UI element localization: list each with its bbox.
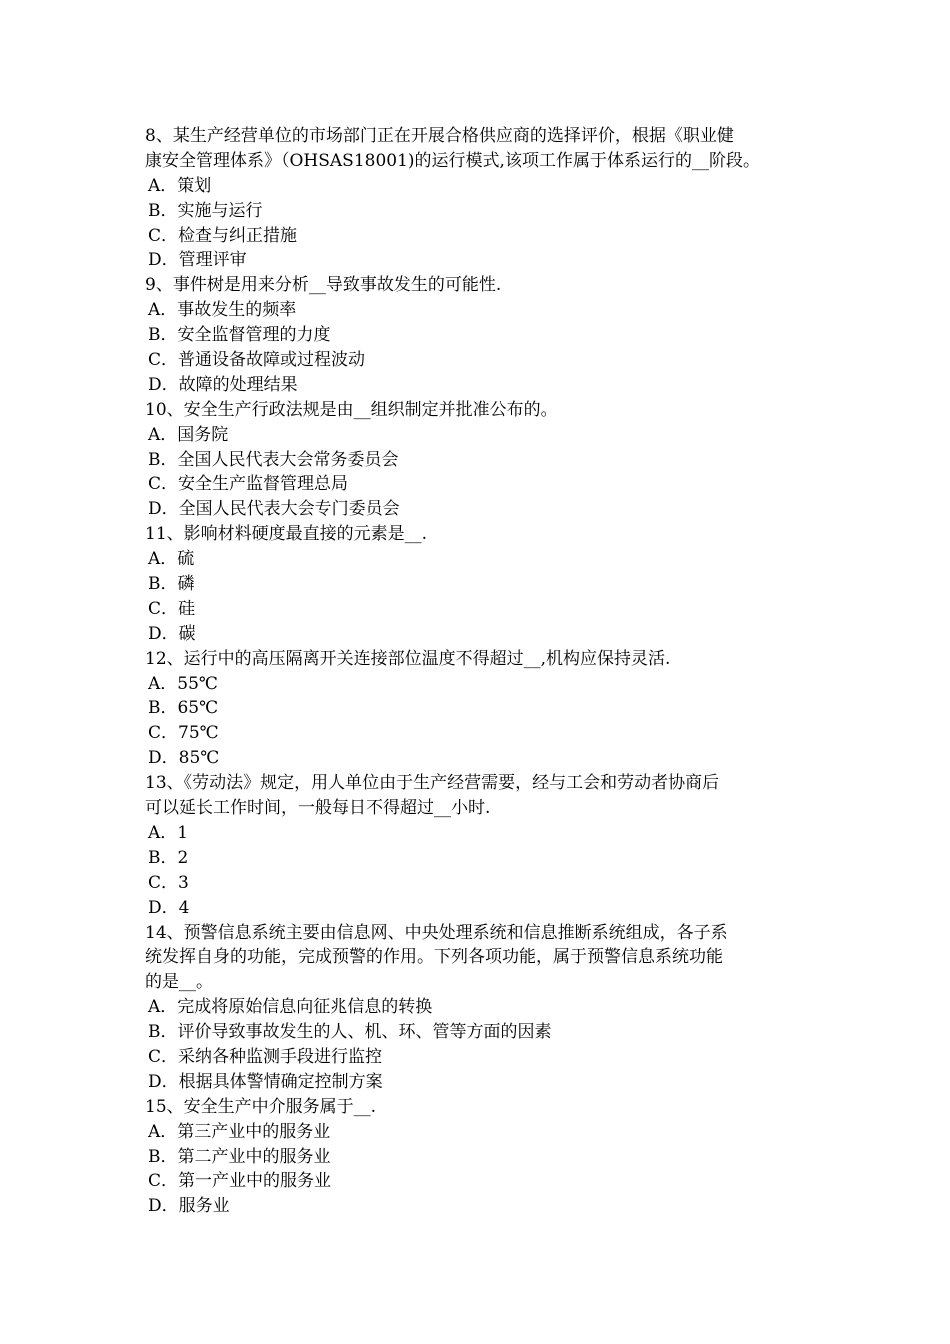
option-d: D．85℃ [148, 748, 220, 769]
option-a: A．完成将原始信息向征兆信息的转换 [148, 997, 433, 1018]
document-page [145, 124, 815, 1219]
option-b: B．65℃ [148, 698, 219, 719]
option-d: D．4 [148, 897, 190, 918]
option-b: B．评价导致事故发生的人、机、环、管等方面的因素 [148, 1022, 552, 1043]
question-stem: 9、事件树是用来分析__导致事故发生的可能性. [145, 275, 502, 296]
question-stem: 11、影响材料硬度最直接的元素是__. [145, 524, 428, 545]
option-b: B．磷 [148, 574, 195, 595]
question-stem: 12、运行中的高压隔离开关连接部位温度不得超过__,机构应保持灵活. [145, 648, 671, 669]
question-12 [145, 647, 815, 771]
option-c: C．3 [148, 872, 189, 893]
option-c: C．采纳各种监测手段进行监控 [148, 1046, 383, 1067]
question-13 [145, 771, 815, 920]
option-b: B．全国人民代表大会常务委员会 [148, 449, 399, 470]
question-stem: 8、某生产经营单位的市场部门正在开展合格供应商的选择评价，根据《职业健 [145, 126, 734, 146]
option-b: B．第二产业中的服务业 [148, 1146, 331, 1167]
option-a: A．事故发生的频率 [148, 300, 297, 321]
question-14 [145, 921, 815, 1095]
question-15 [145, 1095, 815, 1219]
option-d: D．服务业 [148, 1196, 230, 1217]
question-stem: 康安全管理体系》（OHSAS18001)的运行模式,该项工作属于体系运行的__阶段。 [145, 150, 760, 171]
question-stem: 14、预警信息系统主要由信息网、中央处理系统和信息推断系统组成，各子系 [145, 922, 728, 943]
question-8 [145, 124, 815, 273]
option-c: C．安全生产监督管理总局 [148, 474, 349, 495]
option-c: C．硅 [148, 598, 196, 619]
question-stem: 13、《劳动法》规定，用人单位由于生产经营需要，经与工会和劳动者协商后 [145, 773, 720, 794]
option-a: A．55℃ [148, 673, 218, 694]
question-10 [145, 398, 815, 522]
question-11 [145, 522, 815, 646]
question-stem: 统发挥自身的功能，完成预警的作用。下列各项功能，属于预警信息系统功能 [145, 947, 723, 968]
option-d: D．全国人民代表大会专门委员会 [148, 499, 400, 520]
option-b: B．2 [148, 847, 189, 868]
question-9 [145, 273, 815, 397]
option-d: D．故障的处理结果 [148, 374, 298, 395]
option-a: A．策划 [148, 175, 212, 196]
option-d: D．碳 [148, 623, 196, 644]
option-d: D．根据具体警情确定控制方案 [148, 1071, 383, 1092]
option-b: B．安全监督管理的力度 [148, 325, 331, 346]
option-a: A．硫 [148, 549, 195, 570]
option-c: C．普通设备故障或过程波动 [148, 350, 366, 371]
question-stem: 15、安全生产中介服务属于__. [145, 1096, 377, 1117]
option-a: A．国务院 [148, 424, 229, 445]
question-stem: 10、安全生产行政法规是由__组织制定并批准公布的。 [145, 399, 558, 420]
option-d: D．管理评审 [148, 250, 247, 271]
option-b: B．实施与运行 [148, 200, 263, 221]
question-stem: 可以延长工作时间，一般每日不得超过__小时. [145, 798, 491, 819]
option-c: C．第一产业中的服务业 [148, 1171, 332, 1192]
option-a: A．第三产业中的服务业 [148, 1121, 331, 1142]
option-c: C．检查与纠正措施 [148, 225, 298, 246]
question-stem: 的是__。 [145, 972, 213, 993]
option-a: A．1 [148, 822, 189, 843]
option-c: C．75℃ [148, 723, 219, 744]
